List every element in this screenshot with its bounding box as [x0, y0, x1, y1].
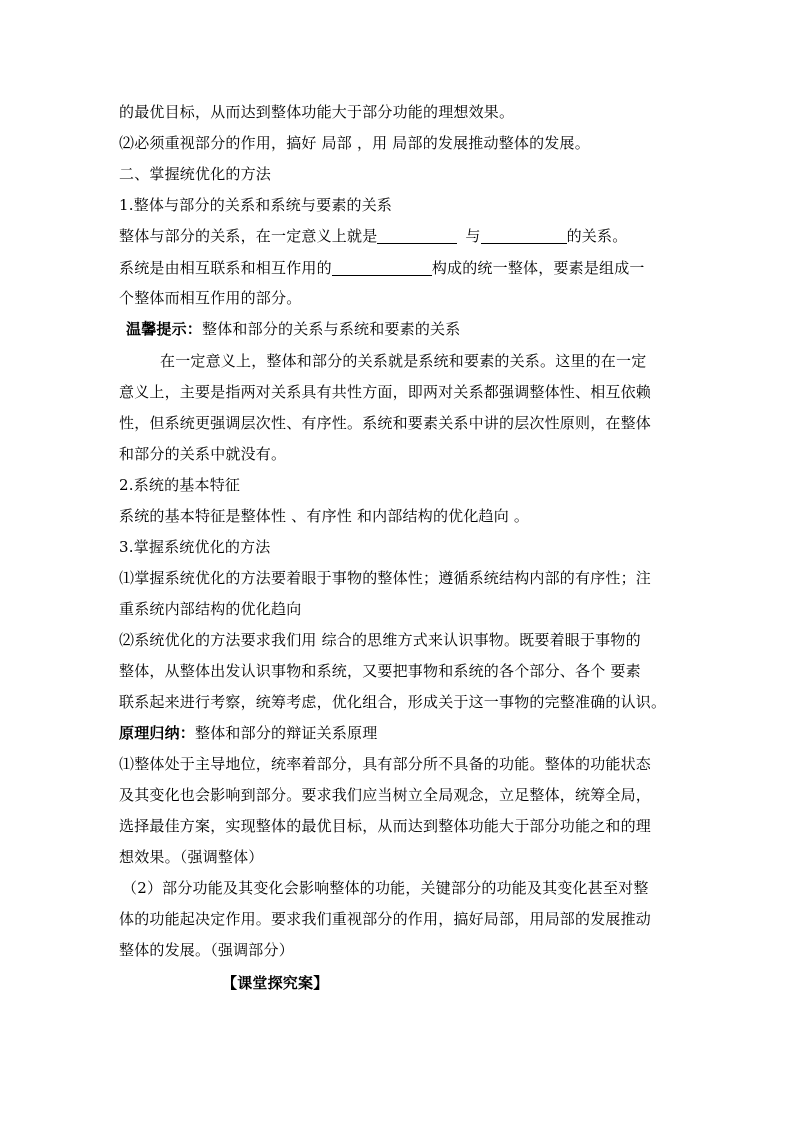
subheading-3: 3.掌握系统优化的方法 — [119, 538, 271, 556]
blank-field-3[interactable] — [332, 259, 432, 276]
text-line-19: 整体，从整体出发认识事物和系统，又要把事物和系统的各个部分、各个 要素 — [119, 662, 641, 680]
text-line-1: 的最优目标，从而达到整体功能大于部分功能的理想效果。 — [119, 103, 515, 121]
principle-label: 原理归纳： — [119, 724, 196, 742]
section-heading-2: 二、掌握统优化的方法 — [119, 165, 272, 183]
fill-blank-line-1 — [119, 225, 679, 247]
principle-title: 整体和部分的辩证关系原理 — [195, 724, 378, 742]
text-line-28: 整体的发展。（强调部分） — [119, 941, 294, 959]
paragraph-tip-1: 在一定意义上，整体和部分的关系就是系统和要素的关系。这里的在一定 — [160, 352, 647, 370]
tip-title: 整体和部分的关系与系统和要素的关系 — [202, 320, 461, 338]
paragraph-tip-2: 意义上，主要是指两对关系具有共性方面，即两对关系都强调整体性、相互依赖 — [119, 383, 652, 401]
text-line-23: 及其变化也会影响到部分。要求我们应当树立全局观念，立足整体，统筹全局， — [119, 786, 652, 804]
paragraph-tip-4: 和部分的关系中就没有。 — [119, 445, 287, 463]
fill-blank-text: 整体与部分的关系，在一定意义上就是 — [119, 227, 378, 245]
text-line-17: 重系统内部结构的优化趋向 — [119, 600, 302, 618]
fill-blank-text: 与 — [465, 227, 481, 245]
text-line-2: ⑵必须重视部分的作用，搞好 局部 ，用 局部的发展推动整体的发展。 — [119, 134, 590, 152]
fill-blank-line-2 — [119, 257, 679, 279]
principle-heading — [119, 722, 679, 744]
tip-label: 温馨提示： — [126, 320, 203, 338]
blank-field-1[interactable] — [377, 227, 457, 244]
subheading-2: 2.系统的基本特征 — [119, 476, 241, 494]
text-line-14: 系统的基本特征是整体性 、有序性 和内部结构的优化趋向 。 — [119, 507, 530, 525]
tip-heading — [126, 318, 686, 340]
text-line-26: （2）部分功能及其变化会影响整体的功能，关键部分的功能及其变化甚至对整 — [122, 879, 649, 897]
fill-blank-text: 的关系。 — [566, 227, 628, 245]
text-line-7: 个整体而相互作用的部分。 — [119, 289, 302, 307]
text-line-20: 联系起来进行考察，统筹考虑，优化组合，形成关于这一事物的完整准确的认识。 — [119, 693, 667, 711]
fill-blank-text: 系统是由相互联系和相互作用的 — [119, 259, 332, 277]
text-line-18: ⑵系统优化的方法要求我们用 综合的思维方式来认识事物。既要着眼于事物的 — [119, 631, 641, 649]
section-title-classroom: 【课堂探究案】 — [222, 974, 329, 992]
subheading-1: 1.整体与部分的关系和系统与要素的关系 — [119, 196, 393, 214]
text-line-16: ⑴掌握系统优化的方法要着眼于事物的整体性；遵循系统结构内部的有序性；注 — [119, 569, 652, 587]
text-line-27: 体的功能起决定作用。要求我们重视部分的作用，搞好局部，用局部的发展推动 — [119, 910, 652, 928]
text-line-24: 选择最佳方案，实现整体的最优目标，从而达到整体功能大于部分功能之和的理 — [119, 817, 652, 835]
fill-blank-text: 构成的统一整体，要素是组成一 — [431, 259, 645, 277]
paragraph-tip-3: 性，但系统更强调层次性、有序性。系统和要素关系中讲的层次性原则，在整体 — [119, 414, 652, 432]
text-line-22: ⑴整体处于主导地位，统率着部分，具有部分所不具备的功能。整体的功能状态 — [119, 755, 652, 773]
text-line-25: 想效果。（强调整体） — [119, 848, 264, 866]
blank-field-2[interactable] — [481, 227, 567, 244]
